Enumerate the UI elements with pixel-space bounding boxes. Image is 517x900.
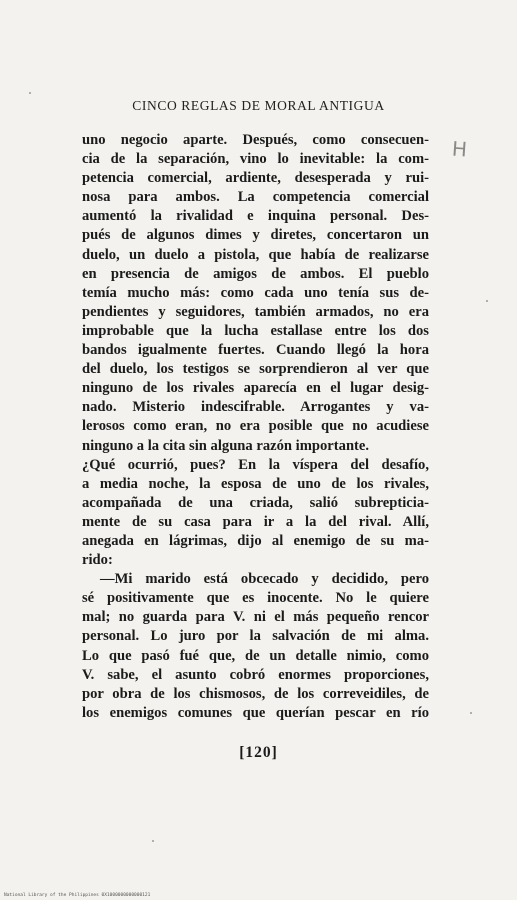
text-line: en presencia de amigos de ambos. El pueblo: [82, 265, 429, 282]
text-line: petencia comercial, ardiente, desesperada y rui-: [82, 170, 429, 187]
text-line: duelo, un duelo a pistola, que había de realizarse: [82, 246, 429, 263]
text-line: —Mi marido está obcecado y decidido, pero: [100, 571, 429, 588]
text-line: lerosos como eran, no era posible que no acudiese: [82, 418, 429, 435]
text-line: uno negocio aparte. Después, como consecuen-: [82, 132, 429, 148]
text-line: aumentó la rivalidad e inquina personal. Des-: [82, 208, 429, 225]
text-line: nado. Misterio indescifrable. Arrogantes y va-: [82, 399, 429, 416]
text-line: por obra de los chismosos, de los correveidiles, de: [82, 685, 429, 702]
text-line: pendientes y seguidores, también armados, no era: [82, 303, 429, 320]
text-line: ¿Qué ocurrió, pues? En la víspera del desafío,: [82, 456, 429, 473]
scan-footer: National Library of the Philippines 0X1000000000000121: [4, 893, 151, 898]
text-line: mente de su casa para ir a la del rival. Allí,: [82, 513, 429, 530]
text-line: acompañada de una criada, salió subrepticia-: [82, 494, 429, 511]
page-number: [120]: [239, 744, 278, 761]
paper-speck: [152, 840, 154, 842]
text-line: del duelo, los testigos se sorprendieron al ver que: [82, 361, 429, 378]
body-text: [82, 131, 429, 723]
handwritten-margin-note: H: [451, 136, 468, 162]
text-line: V. sabe, el asunto cobró enormes proporciones,: [82, 666, 429, 683]
text-line: Lo que pasó fué que, de un detalle nimio, como: [82, 647, 429, 664]
paper-speck: [29, 92, 31, 94]
text-line: nosa para ambos. La competencia comercial: [82, 189, 429, 206]
text-line: temía mucho más: como cada uno tenía sus de-: [82, 284, 429, 301]
text-line: anegada en lágrimas, dijo al enemigo de su ma-: [82, 532, 429, 549]
text-line: a media noche, la esposa de uno de los rivales,: [82, 475, 429, 492]
running-head: CINCO REGLAS DE MORAL ANTIGUA: [132, 98, 385, 113]
text-line: pués de algunos dimes y diretes, concertaron un: [82, 227, 429, 244]
text-line: improbable que la lucha estallase entre los dos: [82, 322, 429, 339]
text-line: personal. Lo juro por la salvación de mi alma.: [82, 628, 429, 645]
text-line: ninguno de los rivales aparecía en el lugar desig-: [82, 380, 429, 397]
text-line: rido:: [82, 552, 113, 569]
text-line: cia de la separación, vino lo inevitable: la com-: [82, 151, 429, 168]
text-line: los enemigos comunes que querían pescar en río: [82, 704, 429, 721]
text-line: bandos igualmente fuertes. Cuando llegó la hora: [82, 342, 429, 359]
paper-speck: [486, 300, 488, 302]
paper-speck: [470, 712, 472, 714]
text-line: ninguno a la cita sin alguna razón importante.: [82, 437, 370, 454]
text-line: sé positivamente que es inocente. No le quiere: [82, 590, 429, 607]
text-line: mal; no guarda para V. ni el más pequeño rencor: [82, 609, 429, 626]
